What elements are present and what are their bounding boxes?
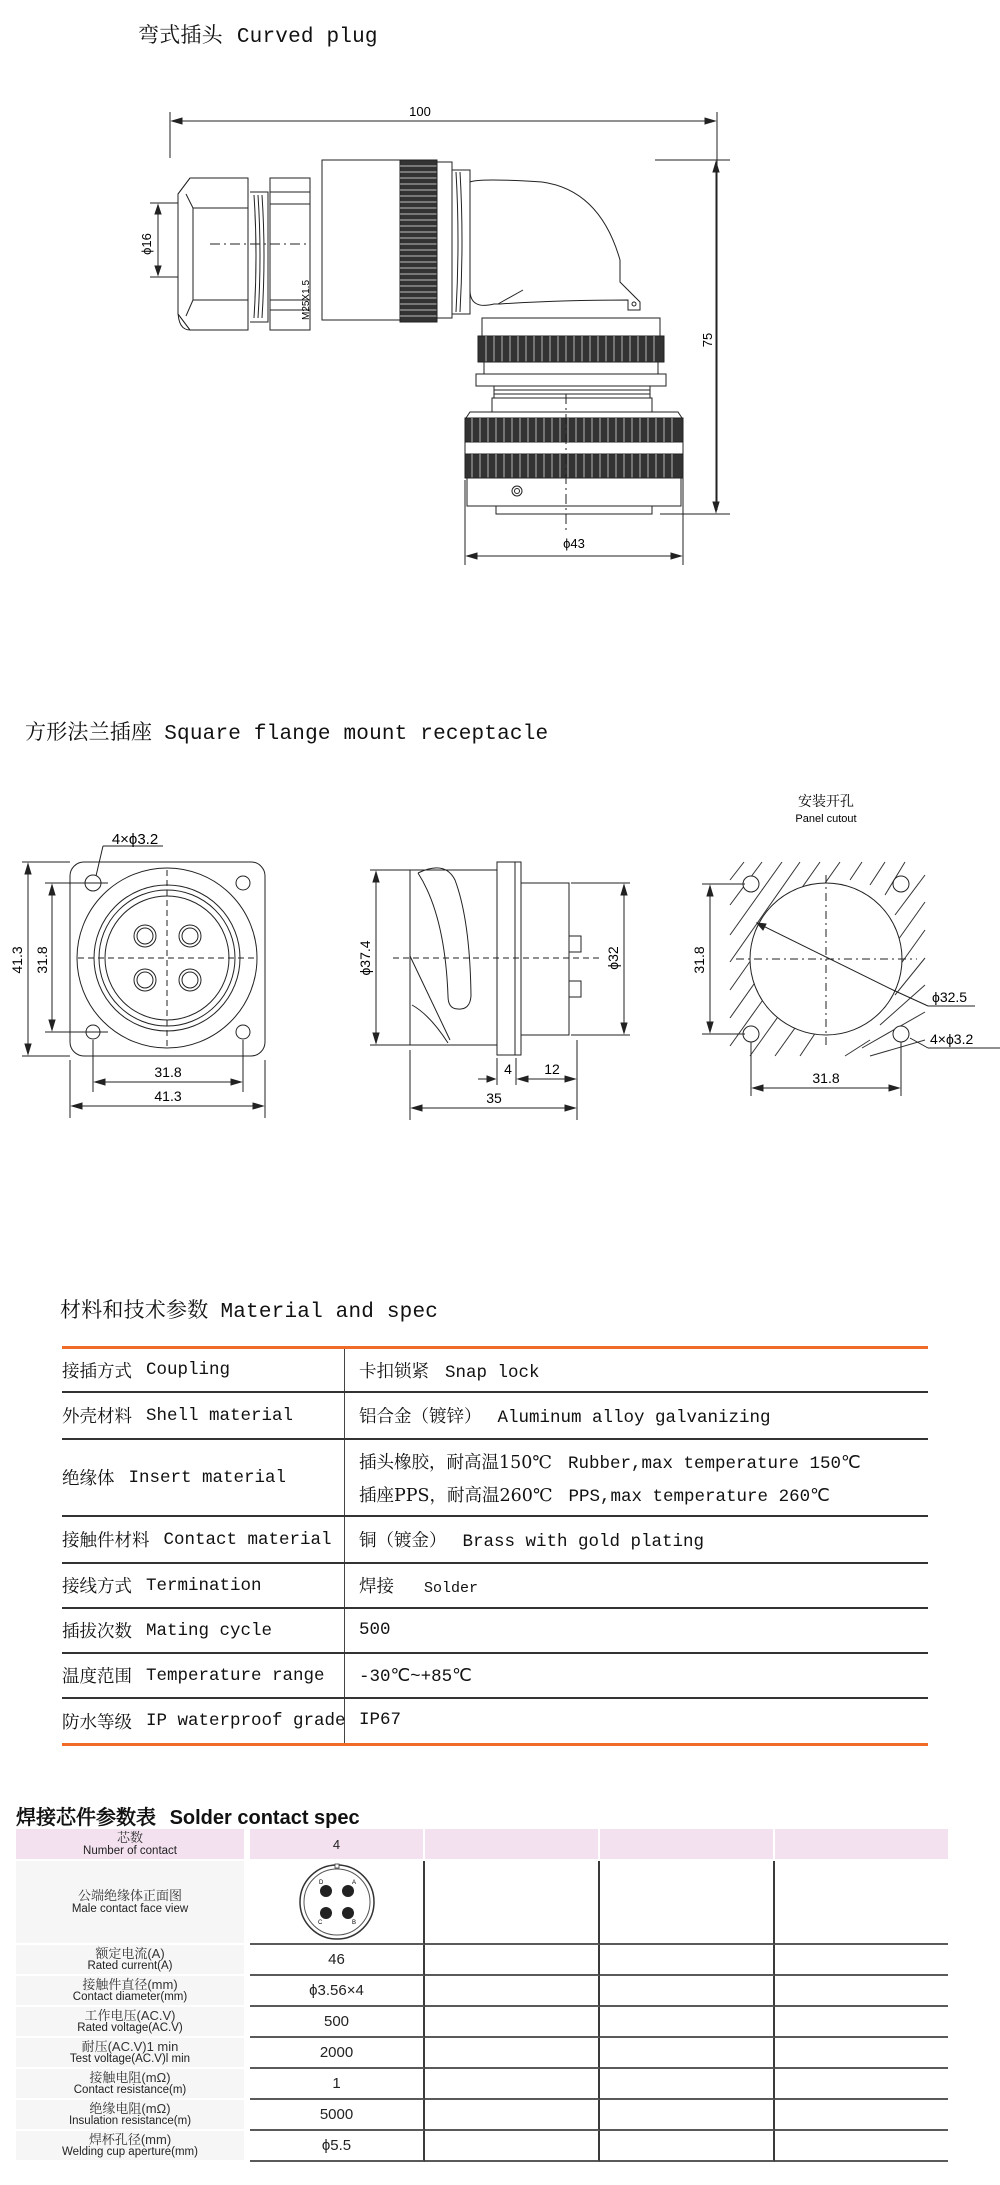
material-row-ip bbox=[62, 1699, 928, 1743]
solder-row-test-voltage bbox=[16, 2038, 948, 2069]
material-value bbox=[345, 1654, 928, 1697]
side-rear-length: 12 bbox=[544, 1061, 560, 1077]
solder-label bbox=[16, 2131, 244, 2160]
dim-overall-length: 100 bbox=[409, 104, 431, 119]
solder-cell bbox=[775, 2131, 948, 2162]
solder-cell bbox=[775, 1976, 948, 2007]
pin-label-c: C bbox=[317, 1920, 322, 1926]
value-en: Solder bbox=[424, 1580, 479, 1597]
cutout-height: 31.8 bbox=[691, 946, 707, 974]
value-en: Rubber,max temperature 150℃ bbox=[567, 1453, 861, 1474]
cutout-width: 31.8 bbox=[812, 1070, 840, 1086]
value-en: -30℃~+85℃ bbox=[359, 1666, 472, 1687]
label-zh: 焊杯孔径(mm) bbox=[88, 2131, 172, 2147]
key-en: Shell material bbox=[146, 1405, 294, 1426]
solder-cell: ϕ5.5 bbox=[250, 2131, 425, 2162]
material-key bbox=[62, 1699, 345, 1743]
material-row-mating bbox=[62, 1609, 928, 1654]
solder-spec-title-en: Solder contact spec bbox=[169, 1807, 360, 1829]
receptacle-title bbox=[25, 716, 548, 746]
solder-label bbox=[16, 2007, 244, 2036]
solder-row-rated-voltage bbox=[16, 2007, 948, 2038]
solder-cell bbox=[425, 2007, 600, 2038]
label-en: Rated voltage(AC.V) bbox=[77, 2022, 183, 2035]
label-zh: 芯数 bbox=[116, 1830, 143, 1846]
dim-cable-diameter: ϕ16 bbox=[139, 233, 154, 255]
solder-cell: 5000 bbox=[250, 2100, 425, 2131]
key-zh: 插拔次数 bbox=[62, 1622, 132, 1642]
solder-cell bbox=[600, 1976, 775, 2007]
solder-label bbox=[16, 2069, 244, 2098]
key-en: Termination bbox=[146, 1575, 262, 1596]
solder-cell: 500 bbox=[250, 2007, 425, 2038]
solder-cell: 1 bbox=[250, 2069, 425, 2100]
material-key bbox=[62, 1654, 345, 1697]
label-zh: 额定电流(A) bbox=[95, 1945, 165, 1961]
front-outer-width: 41.3 bbox=[154, 1088, 182, 1104]
solder-cell bbox=[600, 1861, 775, 1945]
solder-row-contacts bbox=[16, 1829, 948, 1861]
material-row-termination bbox=[62, 1564, 928, 1609]
front-outer-height: 41.3 bbox=[9, 946, 25, 974]
solder-label bbox=[16, 1829, 244, 1859]
key-zh: 温度范围 bbox=[62, 1667, 132, 1687]
material-key bbox=[62, 1393, 345, 1438]
male-face-view-icon bbox=[297, 1862, 377, 1942]
solder-cell-face-view bbox=[250, 1861, 425, 1945]
solder-cell: 4 bbox=[250, 1829, 425, 1859]
cutout-title-zh: 安装开孔 bbox=[798, 793, 854, 809]
key-zh: 防水等级 bbox=[62, 1712, 132, 1733]
key-en: Contact material bbox=[163, 1529, 332, 1550]
solder-cell: 2000 bbox=[250, 2038, 425, 2069]
label-zh: 接触电阻(mΩ) bbox=[89, 2069, 171, 2085]
label-en: Test voltage(AC.V)l min bbox=[69, 2053, 191, 2066]
value-zh: 卡扣锁紧 bbox=[359, 1361, 429, 1382]
pin-label-d: D bbox=[318, 1880, 323, 1886]
solder-cell bbox=[600, 2038, 775, 2069]
value-zh: 插座PPS，耐高温260℃ bbox=[359, 1485, 553, 1506]
material-key bbox=[62, 1517, 345, 1562]
pin-label-a: A bbox=[351, 1880, 356, 1886]
material-value bbox=[345, 1349, 928, 1391]
curved-plug-drawing bbox=[0, 0, 1000, 600]
solder-cell: 46 bbox=[250, 1945, 425, 1976]
value-zh: 铝合金（镀锌） bbox=[359, 1407, 482, 1427]
label-zh: 工作电压(AC.V) bbox=[84, 2007, 176, 2023]
solder-spec-title bbox=[16, 1801, 360, 1830]
solder-cell bbox=[425, 2131, 600, 2162]
key-zh: 接插方式 bbox=[62, 1361, 132, 1382]
material-value bbox=[345, 1517, 928, 1562]
solder-cell bbox=[425, 1945, 600, 1976]
key-en: Coupling bbox=[146, 1360, 231, 1380]
material-row-coupling bbox=[62, 1349, 928, 1393]
material-value bbox=[345, 1564, 928, 1607]
front-hole-callout: 4×ϕ3.2 bbox=[111, 831, 159, 848]
material-title-zh: 材料和技术参数 bbox=[60, 1298, 209, 1322]
solder-cell bbox=[425, 2038, 600, 2069]
material-key bbox=[62, 1564, 345, 1607]
key-en: IP waterproof grade bbox=[146, 1711, 346, 1731]
material-row-contact bbox=[62, 1517, 928, 1564]
solder-row-face-view bbox=[16, 1861, 948, 1945]
label-en: Number of contact bbox=[83, 1844, 177, 1857]
label-zh: 公端绝缘体正面图 bbox=[77, 1888, 182, 1904]
solder-cell bbox=[775, 1945, 948, 1976]
front-inner-height: 31.8 bbox=[34, 946, 50, 974]
solder-cell bbox=[600, 2007, 775, 2038]
material-value bbox=[345, 1609, 928, 1652]
solder-row-contact-diameter bbox=[16, 1976, 948, 2007]
solder-row-rated-current bbox=[16, 1945, 948, 1976]
value-en: Aluminum alloy galvanizing bbox=[497, 1408, 771, 1428]
material-value bbox=[345, 1393, 928, 1438]
pin-label-b: B bbox=[351, 1920, 356, 1926]
solder-label bbox=[16, 1976, 244, 2005]
label-en: Contact resistance(m) bbox=[73, 2084, 187, 2097]
solder-cell bbox=[775, 2100, 948, 2131]
solder-spec-table bbox=[16, 1829, 948, 2162]
material-row-temperature bbox=[62, 1654, 928, 1699]
cutout-hole-callout: 4×ϕ3.2 bbox=[930, 1031, 974, 1047]
material-value bbox=[345, 1699, 928, 1743]
dim-body-diameter: ϕ43 bbox=[563, 536, 585, 551]
solder-row-contact-resistance bbox=[16, 2069, 948, 2100]
solder-cell bbox=[775, 2069, 948, 2100]
material-key bbox=[62, 1440, 345, 1515]
key-zh: 接触件材料 bbox=[62, 1531, 150, 1551]
solder-cell bbox=[600, 1945, 775, 1976]
label-en: Insulation resistance(m) bbox=[68, 2115, 192, 2128]
thread-mark: M25X1.5 bbox=[301, 279, 312, 321]
key-zh: 绝缘体 bbox=[62, 1469, 115, 1489]
key-en: Mating cycle bbox=[146, 1620, 273, 1641]
solder-label bbox=[16, 2100, 244, 2129]
solder-cell bbox=[600, 2100, 775, 2131]
label-en: Male contact face view bbox=[71, 1902, 189, 1915]
side-flange-thickness: 4 bbox=[504, 1061, 512, 1077]
solder-row-welding-cup bbox=[16, 2131, 948, 2162]
curved-plug-title-en: Curved plug bbox=[236, 26, 378, 49]
value-en: Snap lock bbox=[445, 1362, 540, 1383]
side-overall-length: 35 bbox=[486, 1090, 502, 1106]
value-en: PPS,max temperature 260℃ bbox=[568, 1486, 830, 1507]
material-table bbox=[62, 1346, 928, 1746]
solder-cell bbox=[425, 2069, 600, 2100]
curved-plug-title-zh: 弯式插头 bbox=[138, 23, 223, 47]
solder-cell bbox=[425, 1976, 600, 2007]
solder-cell bbox=[425, 1829, 600, 1859]
material-key bbox=[62, 1609, 345, 1652]
solder-cell bbox=[775, 1861, 948, 1945]
material-row-shell bbox=[62, 1393, 928, 1440]
cutout-title-en: Panel cutout bbox=[795, 813, 857, 825]
material-title bbox=[60, 1294, 438, 1324]
receptacle-drawing bbox=[0, 780, 1000, 1120]
solder-label bbox=[16, 2038, 244, 2067]
material-title-en: Material and spec bbox=[220, 1301, 439, 1324]
solder-label bbox=[16, 1861, 244, 1943]
value-zh: 铜（镀金） bbox=[359, 1531, 447, 1551]
material-value bbox=[345, 1440, 928, 1515]
solder-cell bbox=[600, 1829, 775, 1859]
side-rear-diameter: ϕ32 bbox=[605, 946, 621, 970]
solder-cell bbox=[775, 2007, 948, 2038]
key-en: Insert material bbox=[128, 1467, 287, 1488]
solder-cell bbox=[600, 2069, 775, 2100]
solder-cell bbox=[425, 1861, 600, 1945]
solder-cell bbox=[775, 2038, 948, 2069]
label-zh: 绝缘电阻(mΩ) bbox=[89, 2100, 171, 2116]
value-en: Brass with gold plating bbox=[462, 1532, 705, 1552]
receptacle-title-en: Square flange mount receptacle bbox=[164, 723, 549, 746]
key-zh: 外壳材料 bbox=[62, 1407, 132, 1427]
value-en: 500 bbox=[359, 1620, 391, 1640]
key-en: Temperature range bbox=[146, 1665, 325, 1686]
key-zh: 接线方式 bbox=[62, 1577, 132, 1597]
front-inner-width: 31.8 bbox=[154, 1064, 182, 1080]
side-shell-diameter: ϕ37.4 bbox=[357, 940, 373, 976]
dim-height: 75 bbox=[700, 332, 715, 348]
label-en: Contact diameter(mm) bbox=[72, 1991, 188, 2004]
solder-cell bbox=[425, 2100, 600, 2131]
receptacle-title-zh: 方形法兰插座 bbox=[25, 720, 153, 744]
solder-cell bbox=[600, 2131, 775, 2162]
value-zh: 插头橡胶，耐高温150℃ bbox=[359, 1452, 552, 1473]
cutout-hole-diameter: ϕ32.5 bbox=[932, 989, 968, 1005]
label-zh: 耐压(AC.V)1 min bbox=[81, 2038, 179, 2054]
material-key bbox=[62, 1349, 345, 1391]
value-zh: 焊接 bbox=[359, 1577, 394, 1597]
material-row-insert bbox=[62, 1440, 928, 1517]
solder-row-insulation-resistance bbox=[16, 2100, 948, 2131]
solder-spec-title-zh: 焊接芯件参数表 bbox=[16, 1807, 156, 1829]
solder-label bbox=[16, 1945, 244, 1974]
label-en: Welding cup aperture(mm) bbox=[62, 2146, 198, 2159]
solder-cell bbox=[775, 1829, 948, 1859]
label-zh: 接触件直径(mm) bbox=[82, 1976, 178, 1992]
label-en: Rated current(A) bbox=[87, 1960, 173, 1973]
solder-cell: ϕ3.56×4 bbox=[250, 1976, 425, 2007]
value-en: IP67 bbox=[359, 1710, 402, 1730]
